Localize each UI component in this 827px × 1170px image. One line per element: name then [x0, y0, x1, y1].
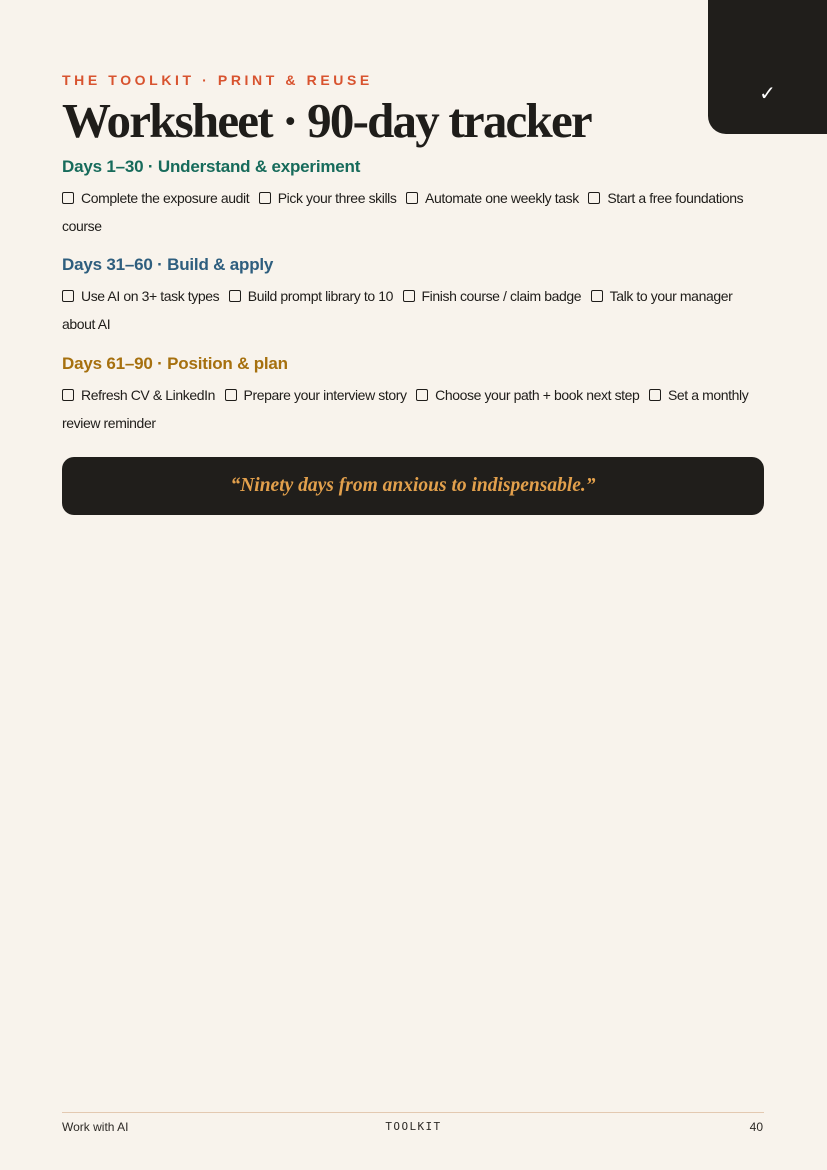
checklist-item-label: Talk to your manager about AI — [62, 288, 733, 332]
checklist-item[interactable] — [416, 387, 645, 403]
checklist-item-label: Build prompt library to 10 — [247, 288, 394, 304]
checkbox[interactable] — [416, 389, 428, 401]
check-icon: ✓ — [759, 81, 776, 105]
checklist-item-label: Finish course / claim badge — [421, 288, 582, 304]
checklist-item[interactable] — [259, 190, 403, 206]
checklist — [62, 282, 767, 338]
checkbox[interactable] — [225, 389, 237, 401]
checklist-item[interactable] — [229, 288, 399, 304]
quote-banner — [62, 457, 764, 515]
corner-tab — [708, 0, 827, 134]
checklist-item-label: Pick your three skills — [277, 190, 397, 206]
footer-book-title: Work with AI — [62, 1120, 129, 1134]
section-days-31-60 — [62, 252, 767, 338]
section-heading: Days 61–90 · Position & plan — [62, 354, 288, 373]
checklist — [62, 184, 767, 240]
checklist-item-label: Refresh CV & LinkedIn — [81, 387, 216, 403]
checklist-item-label: Prepare your interview story — [243, 387, 407, 403]
checklist-item-label: Set a monthly review reminder — [62, 387, 749, 431]
footer-section-name: TOOLKIT — [385, 1120, 442, 1133]
footer-divider — [62, 1112, 764, 1113]
checkbox[interactable] — [649, 389, 661, 401]
checkbox[interactable] — [259, 192, 271, 204]
checkbox[interactable] — [588, 192, 600, 204]
checklist-item-label: Automate one weekly task — [425, 190, 579, 206]
section-days-1-30 — [62, 154, 767, 240]
checkbox[interactable] — [62, 192, 74, 204]
checklist-item-label: Choose your path + book next step — [435, 387, 640, 403]
section-days-61-90 — [62, 351, 767, 437]
checklist-item-label: Use AI on 3+ task types — [81, 288, 220, 304]
checkbox[interactable] — [406, 192, 418, 204]
page-number: 40 — [749, 1120, 763, 1134]
section-heading: Days 31–60 · Build & apply — [62, 255, 274, 274]
checklist-item[interactable] — [62, 288, 225, 304]
checklist-item[interactable] — [225, 387, 413, 403]
checkbox[interactable] — [62, 290, 74, 302]
checklist — [62, 381, 767, 437]
checklist-item[interactable] — [62, 190, 255, 206]
checklist-item[interactable] — [62, 387, 221, 403]
checklist-item-label: Complete the exposure audit — [81, 190, 250, 206]
checkbox[interactable] — [591, 290, 603, 302]
section-heading: Days 1–30 · Understand & experiment — [62, 157, 361, 176]
quote-text: “Ninety days from anxious to indispensable.” — [230, 475, 596, 496]
checklist-item-label: Start a free foundations course — [62, 190, 744, 234]
checklist-item[interactable] — [406, 190, 585, 206]
checkbox[interactable] — [403, 290, 415, 302]
page-title: Worksheet · 90-day tracker — [62, 93, 591, 148]
checkbox[interactable] — [62, 389, 74, 401]
checkbox[interactable] — [229, 290, 241, 302]
eyebrow: THE TOOLKIT · PRINT & REUSE — [62, 72, 373, 88]
checklist-item[interactable] — [403, 288, 588, 304]
